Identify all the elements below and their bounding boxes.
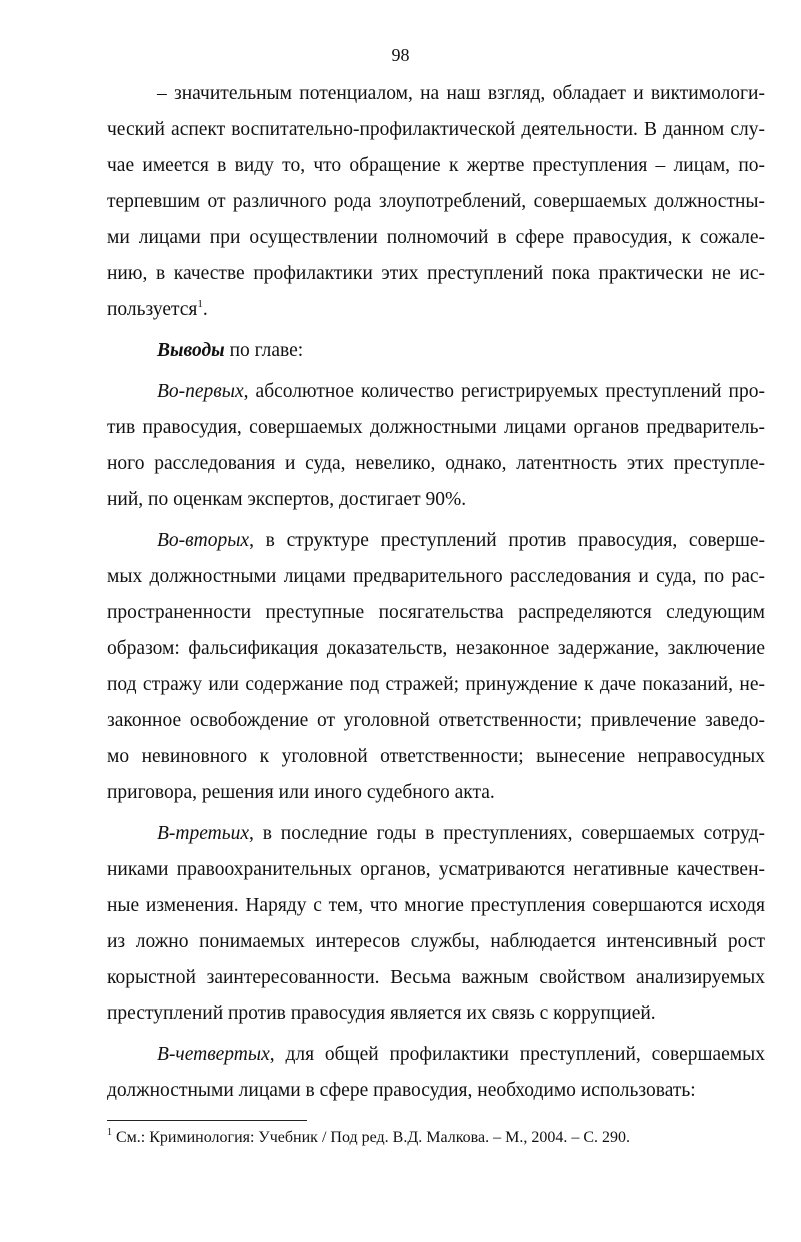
text-line: нию, в качестве профилактики этих преступлений пока практически не ис-	[107, 263, 765, 284]
text-line	[107, 1037, 765, 1073]
text-line: ные изменения. Наряду с тем, что многие преступления совершаются исходя	[107, 895, 765, 916]
text-line: из ложно понимаемых интересов службы, наблюдается интенсивный рост	[107, 931, 765, 952]
text-line: преступлений против правосудия является их связь с коррупцией.	[107, 1003, 656, 1024]
footnote-text: См.: Криминология: Учебник / Под ред. В.Д. Малкова. – М., 2004. – С. 290.	[112, 1129, 630, 1146]
text-line: законное освобождение от уголовной ответственности; привлечение заведо-	[107, 710, 765, 731]
footnote-mark: 1	[107, 1127, 112, 1138]
body-text	[107, 76, 765, 1109]
text-line: мо невиновного к уголовной ответственности; вынесение неправосудных	[107, 746, 765, 767]
text-line: терпевшим от различного рода злоупотреблений, совершаемых должностны-	[107, 191, 765, 212]
text-line: под стражу или содержание под стражей; принуждение к даче показаний, не-	[107, 674, 765, 695]
text-line: мых должностными лицами предварительного расследования и суда, по рас-	[107, 566, 765, 587]
text-line: тив правосудия, совершаемых должностными лицами органов предваритель-	[107, 417, 765, 438]
footnote-divider	[107, 1120, 307, 1121]
paragraph-lead: Во-первых	[157, 381, 244, 402]
paragraph-lead: В-третьих	[157, 823, 249, 844]
text-line: ний, по оценкам экспертов, достигает 90%.	[107, 489, 467, 510]
footnote	[107, 1128, 765, 1148]
text-line	[107, 374, 765, 410]
text-line: образом: фальсификация доказательств, незаконное задержание, заключение	[107, 638, 765, 659]
text-fragment: .	[202, 299, 208, 320]
paragraph-lead: В-четвертых	[157, 1044, 270, 1065]
text-line: чае имеется в виду то, что обращение к жертве преступления – лицам, по-	[107, 155, 765, 176]
text-line	[107, 816, 765, 852]
text-fragment: , в структуре преступлений против правосудия, соверше-	[249, 530, 765, 551]
page-number: 98	[391, 45, 410, 65]
text-line: корыстной заинтересованности. Весьма важным свойством анализируемых	[107, 967, 765, 988]
text-line: приговора, решения или иного судебного акта.	[107, 782, 495, 803]
text-line	[107, 523, 765, 559]
text-line: должностными лицами в сфере правосудия, необходимо использовать:	[107, 1080, 696, 1101]
section-heading	[107, 333, 765, 369]
text-fragment: , в последние годы в преступлениях, совершаемых сотруд-	[249, 823, 765, 844]
text-line: ного расследования и суда, невелико, однако, латентность этих преступле-	[107, 453, 765, 474]
text-fragment: , абсолютное количество регистрируемых преступлений про-	[243, 381, 765, 402]
text-line: – значительным потенциалом, на наш взгляд, обладает и виктимологи-	[157, 83, 765, 104]
text-line: никами правоохранительных органов, усматриваются негативные качествен-	[107, 859, 765, 880]
text-line: ми лицами при осуществлении полномочий в сфере правосудия, к сожале-	[107, 227, 765, 248]
text-fragment: , для общей профилактики преступлений, совершаемых	[269, 1044, 765, 1065]
heading-rest: по главе:	[224, 340, 304, 361]
text-line: пространенности преступные посягательства распределяются следующим	[107, 602, 765, 623]
text-line: ческий аспект воспитательно-профилактической деятельности. В данном слу-	[107, 119, 765, 140]
text-line	[107, 292, 765, 328]
heading-bold: Выводы	[157, 340, 225, 361]
footnote-reference: 1	[197, 298, 203, 310]
paragraph-lead: Во-вторых	[157, 530, 250, 551]
text-fragment: пользуется	[107, 299, 198, 320]
